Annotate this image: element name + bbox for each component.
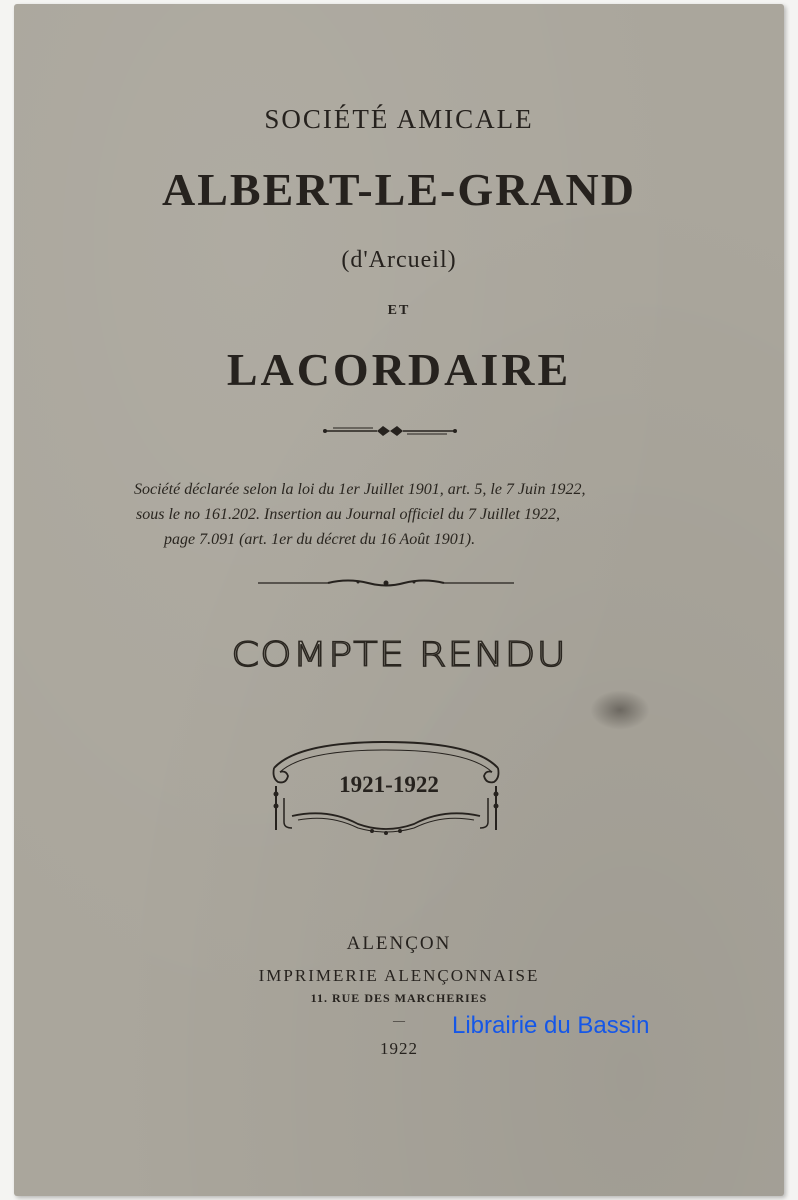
printer-address: 11. RUE DES MARCHERIES [310,991,488,1005]
society-title-lacordaire: LACORDAIRE [226,344,572,395]
printer-name: IMPRIMERIE ALENÇONNAISE [258,966,540,985]
ink-stain [590,690,650,730]
society-title-albert: ALBERT-LE-GRAND [162,164,636,215]
report-title: COMPTE RENDU [231,635,567,675]
publisher-city: ALENÇON [346,933,452,954]
report-years: 1921-1922 [339,772,439,797]
publication-year: 1922 [380,1039,418,1058]
separator-dash: — [393,1013,405,1027]
legal-line-1: Société déclarée selon la loi du 1er Juillet 1901, art. 5, le 7 Juin 1922, [134,481,586,498]
ornament-divider-middle-icon [258,577,514,589]
watermark-text: Librairie du Bassin [452,1012,650,1039]
legal-line-3: page 7.091 (art. 1er du décret du 16 Août 1901). [164,531,476,548]
society-name-line: SOCIÉTÉ AMICALE [264,104,534,134]
legal-line-2: sous le no 161.202. Insertion au Journal officiel du 7 Juillet 1922, [136,506,560,523]
ornament-divider-top-icon [325,424,455,438]
legal-declaration [134,477,654,552]
society-location: (d'Arcueil) [341,247,457,273]
conjunction-et: ET [387,303,411,318]
